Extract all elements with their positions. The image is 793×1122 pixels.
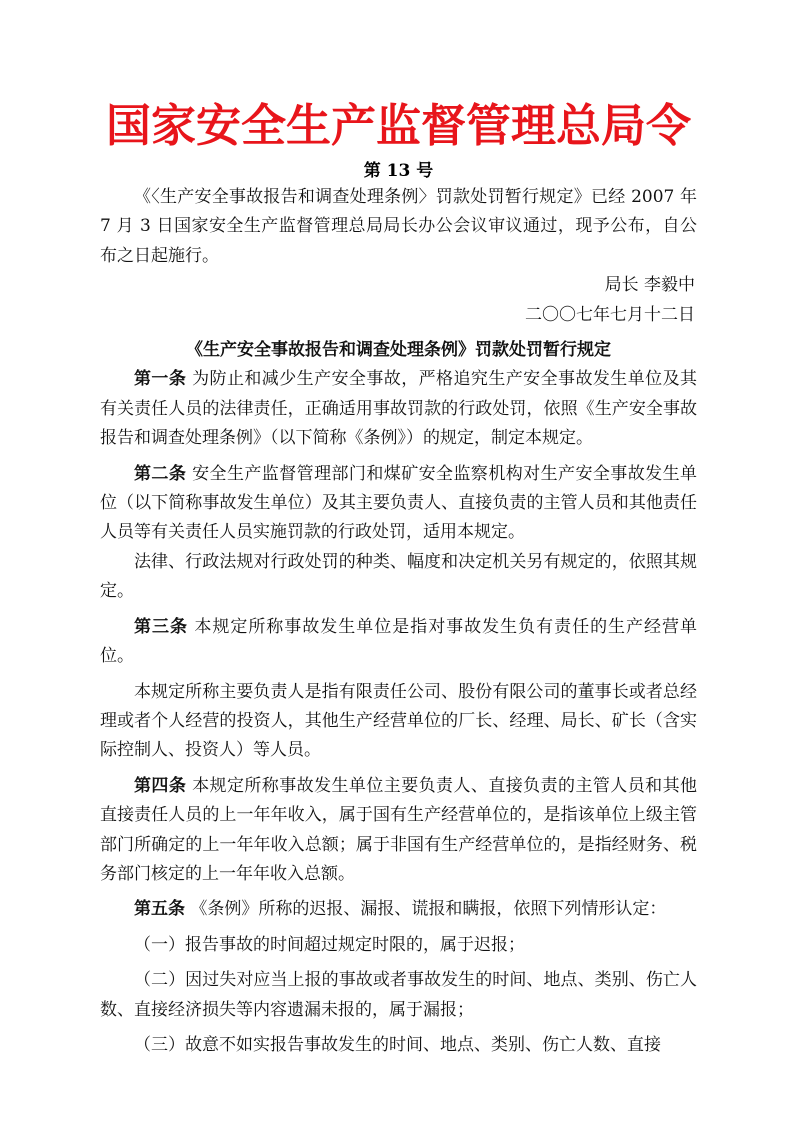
- article-heading: 第二条: [134, 463, 187, 484]
- article-text: 安全生产监督管理部门和煤矿安全监察机构对生产安全事故发生单位（以下简称事故发生单位）及其主要负责人、直接负责的主管人员和其他责任人员等有关责任人员实施罚款的行政处罚，适用本规定。: [100, 463, 698, 543]
- list-item-text: （一）报告事故的时间超过规定时限的，属于迟报；: [134, 934, 525, 955]
- decree-date: 二〇〇七年七月十二日: [525, 304, 695, 325]
- article-3-para-2: [100, 678, 697, 766]
- document-body: [100, 183, 697, 1060]
- paragraph-text: 本规定所称主要负责人是指有限责任公司、股份有限公司的董事长或者总经理或者个人经营的投资人，其他生产经营单位的厂长、经理、局长、矿长（含实际控制人、投资人）等人员。: [100, 681, 697, 761]
- list-item-text: （二）因过失对应当上报的事故或者事故发生的时间、地点、类别、伤亡人数、直接经济损失等内容遗漏未报的，属于漏报；: [100, 970, 697, 1020]
- regulation-paragraphs: [100, 365, 697, 1060]
- article-heading: 第一条: [134, 369, 187, 390]
- paragraph-text: 法律、行政法规对行政处罚的种类、幅度和决定机关另有规定的，依照其规定。: [100, 551, 697, 602]
- article-text: 为防止和减少生产安全事故，严格追究生产安全事故发生单位及其有关责任人员的法律责任，正确适用事故罚款的行政处罚，依照《生产安全事故报告和调查处理条例》（以下简称《条例》）的规定，制定本规定。: [100, 369, 698, 449]
- article-4: [100, 772, 697, 890]
- article-5-item-3: [100, 1031, 697, 1060]
- article-5-item-1: [100, 931, 697, 960]
- list-item-text: （三）故意不如实报告事故发生的时间、地点、类别、伤亡人数、直接: [134, 1034, 661, 1055]
- article-text: 本规定所称事故发生单位是指对事故发生负有责任的生产经营单位。: [100, 616, 698, 667]
- article-text: 本规定所称事故发生单位主要负责人、直接负责的主管人员和其他直接责任人员的上一年年收入，属于国有生产经营单位的，是指该单位上级主管部门所确定的上一年年收入总额；属于非国有生产经营单位的，是指经财务、税务部门核定的上一年年收入总额。: [100, 775, 698, 884]
- regulation-title: 《生产安全事故报告和调查处理条例》罚款处罚暂行规定: [186, 340, 611, 361]
- article-text: 《条例》所称的迟报、漏报、谎报和瞒报，依照下列情形认定：: [185, 899, 667, 920]
- article-2: [100, 460, 697, 548]
- preamble-text: 《〈生产安全事故报告和调查处理条例〉罚款处罚暂行规定》已经 2007 年 7 月 3 日国家安全生产监督管理总局局长办公会议审议通过，现予公布，自公布之日起施行。: [100, 187, 697, 266]
- article-heading: 第三条: [134, 616, 188, 637]
- article-5-item-2: [100, 966, 697, 1025]
- decree-number: 第 13 号: [363, 161, 434, 181]
- signatory: 局长 李毅中: [604, 275, 695, 296]
- decree-title: 国家安全生产监督管理总局令: [105, 99, 691, 152]
- article-heading: 第四条: [134, 775, 187, 796]
- article-heading: 第五条: [134, 899, 185, 920]
- article-2-para-2: [100, 548, 697, 607]
- article-1: [100, 365, 697, 453]
- article-3: [100, 613, 697, 672]
- article-5: [100, 895, 697, 924]
